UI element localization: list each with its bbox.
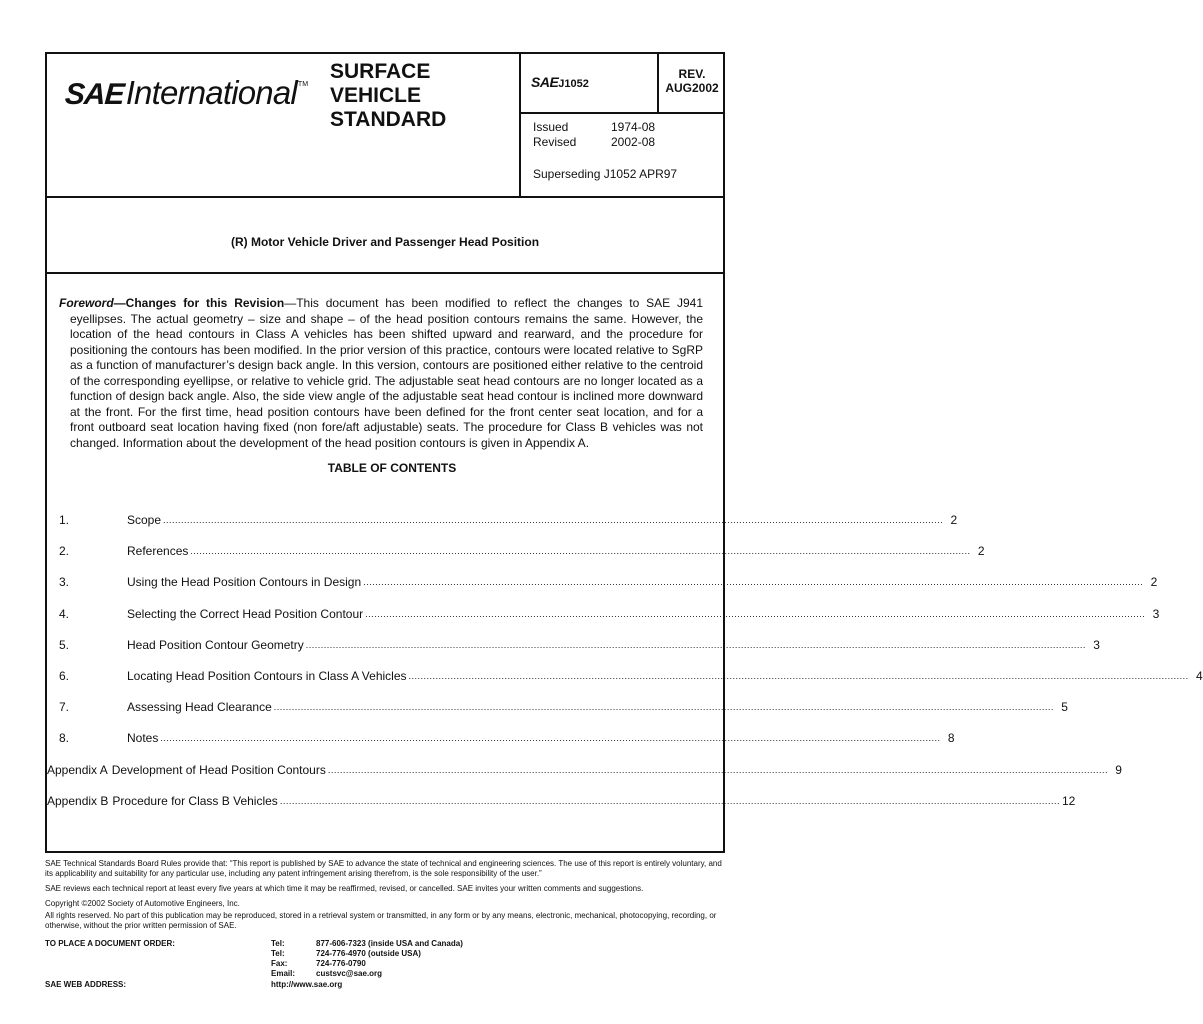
contact-email-link[interactable]: custsvc@sae.org bbox=[316, 969, 383, 978]
toc-entry[interactable] bbox=[47, 793, 1076, 825]
toc-entry-page: 4 bbox=[1195, 668, 1203, 683]
contact-label: Email: bbox=[271, 969, 296, 978]
toc-entry[interactable] bbox=[59, 731, 955, 762]
toc-leader-dots: .................................................................................................................................................................................................................................................................... bbox=[190, 546, 971, 557]
standard-type-line: STANDARD bbox=[330, 108, 447, 131]
issued-label: Issued bbox=[533, 120, 569, 134]
toc-entry-page: 12 bbox=[1061, 793, 1076, 808]
standard-type-line: SURFACE bbox=[330, 60, 431, 83]
issue-dates bbox=[533, 120, 655, 150]
toc-entry[interactable] bbox=[59, 668, 1203, 700]
toc-leader-dots: .................................................................................................................................................................................................................................................................... bbox=[273, 702, 1054, 713]
foreword-dash: — bbox=[113, 296, 126, 310]
toc-entry-page: 2 bbox=[977, 544, 985, 559]
toc-entry[interactable] bbox=[59, 575, 1158, 606]
sae-international-logo bbox=[65, 74, 308, 114]
toc-entry-page: 2 bbox=[950, 513, 958, 527]
toc-entry-page: 9 bbox=[1115, 762, 1122, 777]
doc-number-text: J1052 bbox=[558, 78, 589, 90]
contact-value: 877-606-7323 (inside USA and Canada) bbox=[316, 939, 463, 948]
footer bbox=[45, 859, 725, 936]
toc-entry-label: Procedure for Class B Vehicles bbox=[112, 793, 278, 808]
toc-entry[interactable] bbox=[59, 513, 958, 544]
revised-label: Revised bbox=[533, 135, 577, 149]
toc-entry-page: 3 bbox=[1152, 606, 1160, 621]
toc-entry-number: 2. bbox=[59, 544, 70, 559]
contact-value: 724-776-4970 (outside USA) bbox=[316, 949, 421, 958]
toc-entry-number: 4. bbox=[59, 606, 70, 621]
doc-sae-logo: SAE bbox=[531, 74, 559, 90]
contact-label: Tel: bbox=[271, 939, 285, 948]
document-id-top bbox=[521, 54, 725, 114]
toc-entry-page: 3 bbox=[1093, 637, 1100, 652]
superseding-text: Superseding J1052 APR97 bbox=[533, 167, 678, 181]
footer-review: SAE reviews each technical report at least every five years at which time it may be reaffirmed, revised, or cancelled. SAE invites your written comments and suggestions. bbox=[45, 884, 644, 893]
logo-sae: SAE bbox=[63, 78, 125, 111]
toc-entry-label: Selecting the Correct Head Position Contour bbox=[127, 606, 364, 621]
toc-entry-label: References bbox=[127, 544, 189, 559]
web-address-link[interactable]: http://www.sae.org bbox=[271, 980, 343, 989]
foreword-section bbox=[59, 296, 703, 477]
toc-entry-number: 3. bbox=[59, 575, 70, 590]
toc-entry-number: Appendix B bbox=[47, 793, 109, 808]
toc-entry-number: Appendix A bbox=[47, 762, 108, 777]
toc-leader-dots: .................................................................................................................................................................................................................................................................... bbox=[305, 639, 1086, 650]
toc-title: TABLE OF CONTENTS bbox=[327, 461, 457, 475]
toc-leader-dots: .................................................................................................................................................................................................................................................................... bbox=[363, 577, 1144, 588]
toc-entry-page: 2 bbox=[1150, 575, 1158, 590]
toc-entry-label: Scope bbox=[127, 513, 162, 527]
toc-entry-number: 5. bbox=[59, 637, 70, 652]
toc-entry-label: Locating Head Position Contours in Class A Vehicles bbox=[127, 668, 407, 683]
document-title: (R) Motor Vehicle Driver and Passenger Head Position bbox=[230, 235, 540, 249]
logo-international: International bbox=[125, 74, 297, 111]
contact-label: Tel: bbox=[271, 949, 285, 958]
toc-entry[interactable] bbox=[47, 762, 1122, 794]
header bbox=[47, 54, 723, 198]
contact-label: Fax: bbox=[271, 959, 288, 968]
document-id-box bbox=[519, 54, 725, 196]
toc-entry-number: 8. bbox=[59, 731, 70, 746]
toc-entry[interactable] bbox=[59, 544, 985, 575]
toc-entry-label: Using the Head Position Contours in Design bbox=[127, 575, 362, 590]
revision-box bbox=[657, 54, 725, 112]
toc-entry-page: 5 bbox=[1061, 700, 1068, 715]
toc-entry-label: Assessing Head Clearance bbox=[127, 700, 272, 715]
toc-leader-dots: .................................................................................................................................................................................................................................................................... bbox=[365, 608, 1146, 619]
order-label: TO PLACE A DOCUMENT ORDER: bbox=[45, 939, 175, 948]
footer-rights: All rights reserved. No part of this publication may be reproduced, stored in a retrieval system or transmitted, in any form or by any means, electronic, mechanical, photocopying, recording, or otherwise, without the prior written permission of SAE. bbox=[45, 911, 717, 930]
toc-entry[interactable] bbox=[59, 606, 1160, 638]
standard-type bbox=[330, 60, 520, 132]
toc-entry-number: 7. bbox=[59, 700, 70, 715]
footer-rules: SAE Technical Standards Board Rules provide that: “This report is published by SAE to advance the state of technical and engineering sciences. The use of this report is entirely voluntary, and its applicability and suitability for any particular use, including any patent infringement arising therefrom, is the sole responsibility of the user.” bbox=[45, 859, 722, 878]
toc-leader-dots: .................................................................................................................................................................................................................................................................... bbox=[408, 670, 1189, 681]
foreword-label: Foreword bbox=[59, 296, 114, 310]
logo-trademark: TM bbox=[297, 81, 309, 88]
toc-entry-page: 8 bbox=[947, 731, 955, 746]
web-label: SAE WEB ADDRESS: bbox=[45, 980, 127, 989]
title-band bbox=[47, 196, 723, 274]
toc-entry-label: Notes bbox=[127, 731, 159, 746]
contact-value: 724-776-0790 bbox=[316, 959, 366, 968]
rev-date: AUG2002 bbox=[665, 81, 719, 95]
toc-entry-label: Development of Head Position Contours bbox=[111, 762, 326, 777]
order-info bbox=[45, 939, 463, 990]
toc-entry-label: Head Position Contour Geometry bbox=[127, 637, 304, 652]
toc-leader-dots: .................................................................................................................................................................................................................................................................... bbox=[160, 733, 941, 744]
toc-entry[interactable] bbox=[59, 637, 1100, 669]
standard-type-line: VEHICLE bbox=[330, 84, 422, 107]
rev-label: REV. bbox=[678, 67, 706, 81]
toc-leader-dots: .................................................................................................................................................................................................................................................................... bbox=[327, 764, 1108, 775]
toc-entry-number: 6. bbox=[59, 668, 70, 683]
foreword-paragraph bbox=[59, 296, 703, 451]
footer-copyright: Copyright ©2002 Society of Automotive Engineers, Inc. bbox=[45, 899, 240, 908]
document-number bbox=[531, 74, 589, 90]
toc-leader-dots: .................................................................................................................................................................................................................................................................... bbox=[279, 795, 1060, 806]
document-frame bbox=[45, 52, 1203, 853]
toc-leader-dots: .................................................................................................................................................................................................................................................................... bbox=[163, 515, 944, 525]
revised-value: 2002-08 bbox=[611, 135, 656, 149]
toc-entry[interactable] bbox=[59, 700, 1068, 731]
foreword-text: —This document has been modified to reflect the changes to SAE J941 eyellipses. The actual geometry – size and shape – of the head position contours remains the same. However, the location of the head contours in Class A vehicles has been shifted upward and rearward, and the procedure for positioning the contours has been modified. In the prior version of this practice, contours were located relative to SgRP as a function of manufacturer’s design back angle. In this version, contours are positioned either relative to the centroid of the corresponding eyellipse, or relative to vehicle grid. The adjustable seat head contours are no longer located as a function of design back angle. Also, the side view angle of the adjustable seat head contour is inclined more downward at the front. For the first time, head position contours have been defined for the front center seat location, and for a front outboard seat location having fixed (non fore/aft adjustable) seats. The procedure for Class B vehicles was not changed. Information about the development of the head position contours is given in Appendix A. bbox=[70, 296, 703, 450]
toc-entry-number: 1. bbox=[59, 513, 70, 527]
issued-value: 1974-08 bbox=[611, 120, 656, 134]
changes-label: Changes for this Revision bbox=[125, 296, 285, 310]
table-of-contents bbox=[47, 513, 1203, 825]
